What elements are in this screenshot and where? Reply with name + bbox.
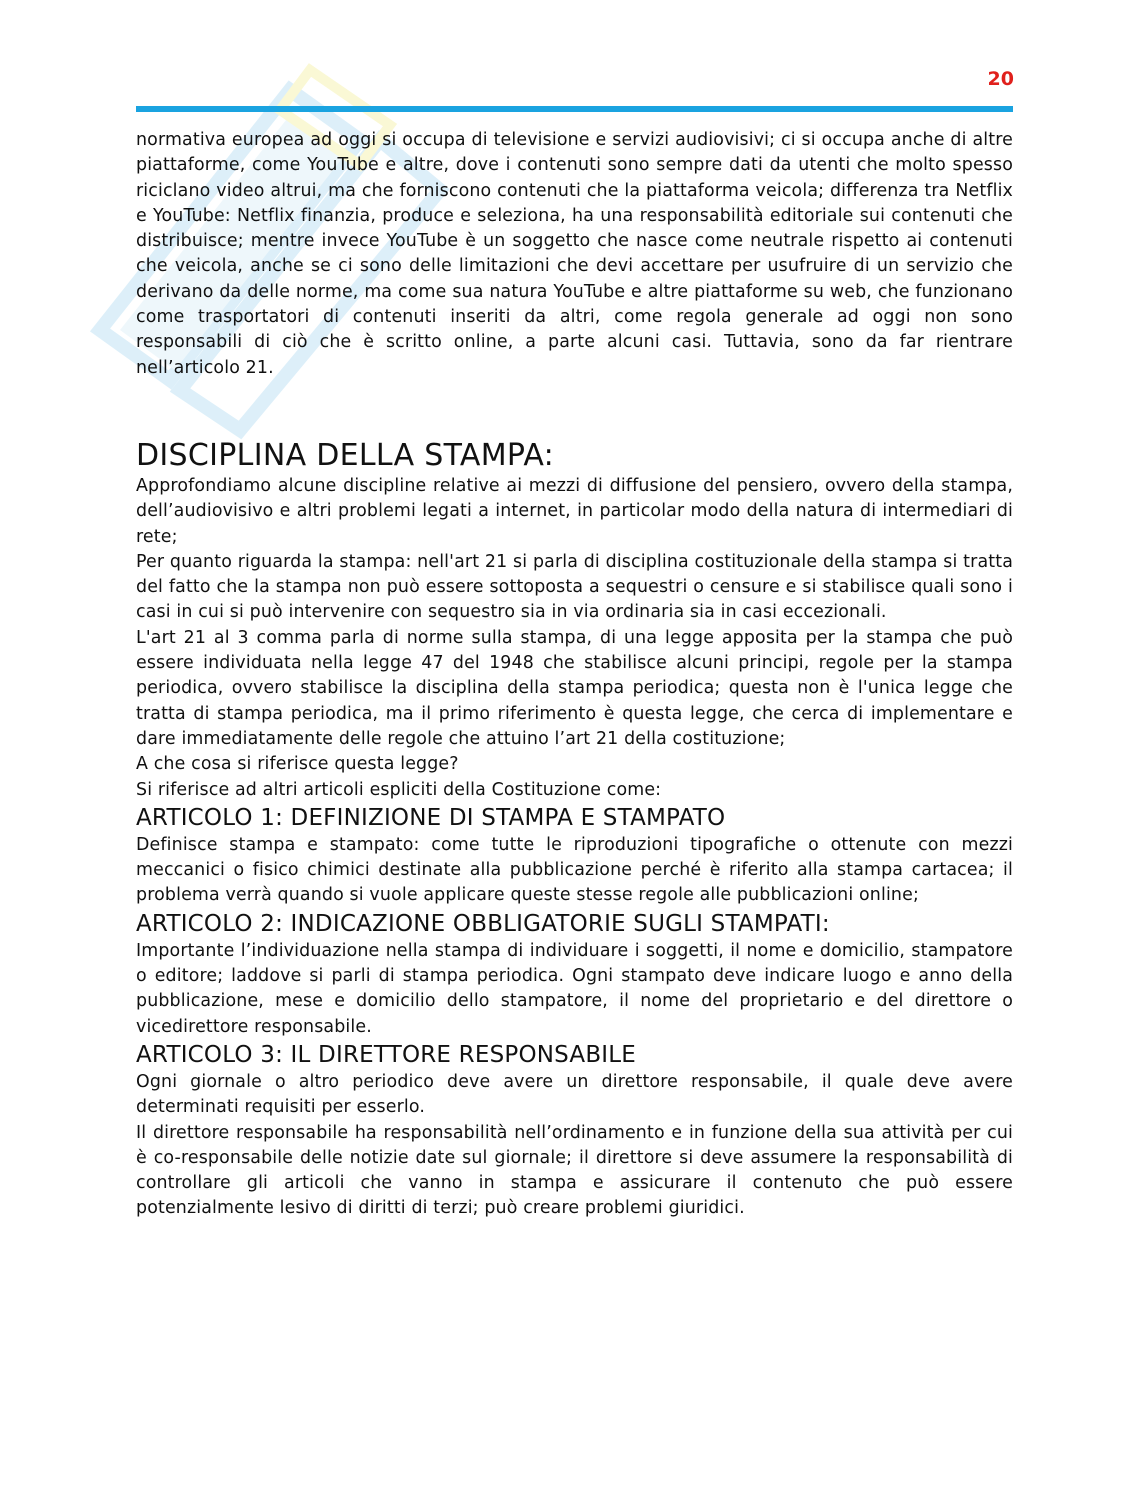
article-paragraph: Il direttore responsabile ha responsabilità nell’ordinamento e in funzione della sua attività per cui è co-responsabile delle notizie date sul giornale; il direttore si deve assumere la responsabilità di controllare gli articoli che vanno in stampa e assicurare il contenuto che può essere potenzialmente lesivo di diritti di terzi; può creare problemi giuridici. bbox=[136, 1122, 1013, 1219]
article-paragraph: Importante l’individuazione nella stampa di individuare i soggetti, il nome e domicilio, stampatore o editore; laddove si parli di stampa periodica. Ogni stampato deve indicare luogo e anno della pubblicazione, mese e domicilio dello stampatore, il nome del proprietario e del direttore o vicedirettore responsabile. bbox=[136, 940, 1013, 1037]
article-paragraph: Definisce stampa e stampato: come tutte le riproduzioni tipografiche o ottenute con mezzi meccanici o fisico chimici destinate alla pubblicazione perché è riferito alla stampa cartacea; il problema verrà quando si vuole applicare queste stesse regole alle pubblicazioni online; bbox=[136, 834, 1013, 906]
article-heading: ARTICOLO 2: INDICAZIONE OBBLIGATORIE SUGLI STAMPATI: bbox=[136, 910, 830, 937]
document-body bbox=[136, 128, 1013, 1222]
section-paragraph: A che cosa si riferisce questa legge? bbox=[136, 754, 459, 775]
section-paragraph: Si riferisce ad altri articoli espliciti della Costituzione come: bbox=[136, 779, 662, 800]
article-paragraph: Ogni giornale o altro periodico deve avere un direttore responsabile, il quale deve avere determinati requisiti per esserlo. bbox=[136, 1071, 1013, 1118]
article-heading: ARTICOLO 1: DEFINIZIONE DI STAMPA E STAMPATO bbox=[136, 804, 726, 831]
section-paragraph: Approfondiamo alcune discipline relative ai mezzi di diffusione del pensiero, ovvero della stampa, dell’audiovisivo e altri problemi legati a internet, in particolar modo della natura di intermediari di rete; bbox=[136, 475, 1013, 547]
section-paragraph: Per quanto riguarda la stampa: nell'art 21 si parla di disciplina costituzionale della stampa si tratta del fatto che la stampa non può essere sottoposta a sequestri o censure e si stabilisce quali sono i casi in cui si può intervenire con sequestro sia in via ordinaria sia in casi eccezionali. bbox=[136, 551, 1013, 623]
intro-paragraph: normativa europea ad oggi si occupa di televisione e servizi audiovisivi; ci si occupa anche di altre piattaforme, come YouTube e altre, dove i contenuti sono sempre dati da utenti che molto spesso riciclano video altrui, ma che forniscono contenuti che la piattaforma veicola; differenza tra Netflix e YouTube: Netflix finanzia, produce e seleziona, ha una responsabilità editoriale sui contenuti che distribuisce; mentre invece YouTube è un soggetto che nasce come neutrale rispetto ai contenuti che veicola, anche se ci sono delle limitazioni che devi accettare per usufruire di un servizio che derivano da delle norme, ma come sua natura YouTube e altre piattaforme su web, che funzionano come trasportatori di contenuti inseriti da altri, come regola generale ad oggi non sono responsabili di ciò che è scritto online, a parte alcuni casi. Tuttavia, sono da far rientrare nell’articolo 21. bbox=[136, 130, 1013, 378]
header-rule bbox=[136, 106, 1013, 112]
article-heading: ARTICOLO 3: IL DIRETTORE RESPONSABILE bbox=[136, 1041, 637, 1068]
page-number: 20 bbox=[987, 68, 1014, 90]
section-paragraph: L'art 21 al 3 comma parla di norme sulla stampa, di una legge apposita per la stampa che può essere individuata nella legge 47 del 1948 che stabilisce alcuni principi, regole per la stampa periodica, ovvero stabilisce la disciplina della stampa periodica; questa non è l'unica legge che tratta di stampa periodica, ma il primo riferimento è questa legge, che cerca di implementare e dare immediatamente delle regole che attuino l’art 21 della costituzione; bbox=[136, 627, 1013, 749]
section-title: DISCIPLINA DELLA STAMPA: bbox=[136, 437, 555, 473]
